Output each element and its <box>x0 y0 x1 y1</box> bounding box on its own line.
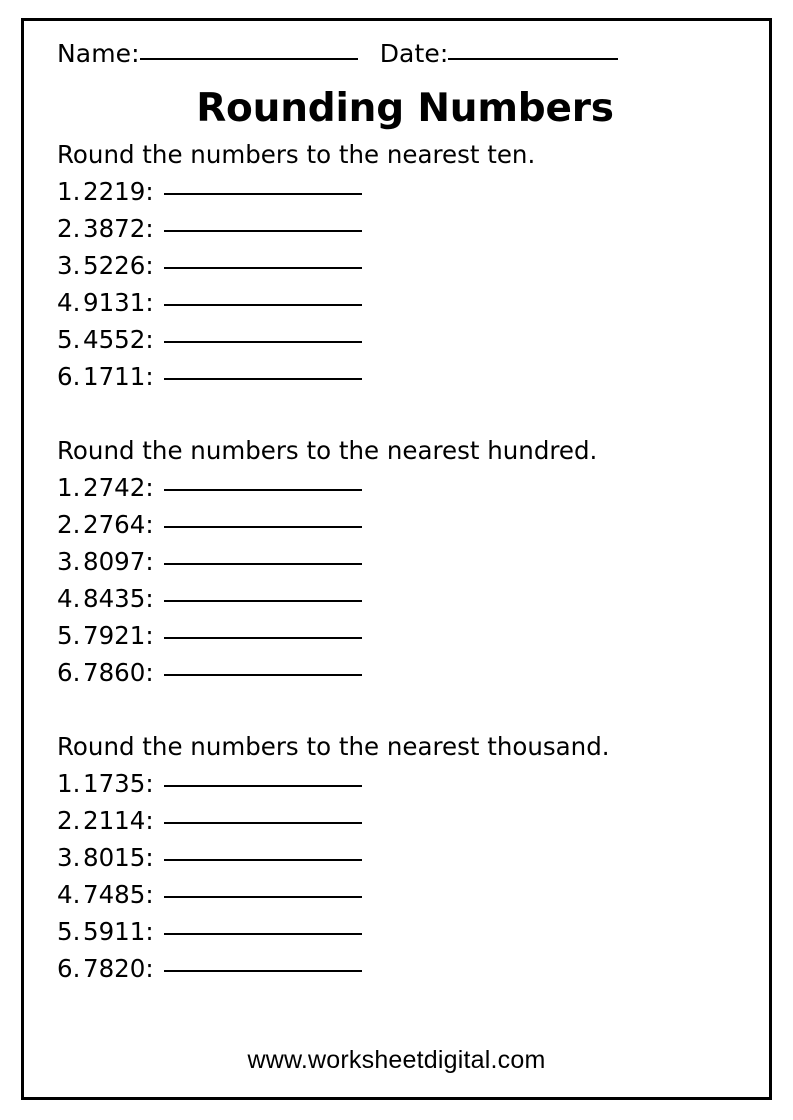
problem-row <box>57 284 753 321</box>
problem-number: 5911: <box>83 916 154 946</box>
problem-index: 6. <box>57 657 81 687</box>
section-instruction: Round the numbers to the nearest thousand. <box>57 731 610 761</box>
problem-number: 8015: <box>83 842 154 872</box>
name-blank-line[interactable] <box>140 58 358 60</box>
problem-number: 5226: <box>83 250 154 280</box>
problem-index: 3. <box>57 842 81 872</box>
problem-list <box>57 469 753 691</box>
problem-number: 8097: <box>83 546 154 576</box>
problem-row <box>57 876 753 913</box>
worksheet-content <box>57 41 753 1087</box>
answer-blank-line[interactable] <box>164 896 362 898</box>
problem-index: 3. <box>57 250 81 280</box>
problem-index: 1. <box>57 768 81 798</box>
problem-index: 6. <box>57 953 81 983</box>
problem-index: 6. <box>57 361 81 391</box>
answer-blank-line[interactable] <box>164 785 362 787</box>
problem-row <box>57 802 753 839</box>
problem-index: 2. <box>57 805 81 835</box>
footer-website: www.worksheetdigital.com <box>247 1046 546 1074</box>
problem-index: 2. <box>57 213 81 243</box>
problem-index: 5. <box>57 916 81 946</box>
problem-number: 4552: <box>83 324 154 354</box>
problem-row <box>57 950 753 987</box>
date-field[interactable] <box>380 41 619 66</box>
name-field[interactable] <box>57 41 358 66</box>
problem-row <box>57 247 753 284</box>
answer-blank-line[interactable] <box>164 378 362 380</box>
problem-row <box>57 210 753 247</box>
problem-index: 2. <box>57 509 81 539</box>
answer-blank-line[interactable] <box>164 674 362 676</box>
answer-blank-line[interactable] <box>164 637 362 639</box>
problem-number: 2219: <box>83 176 154 206</box>
problem-index: 4. <box>57 879 81 909</box>
problem-index: 1. <box>57 176 81 206</box>
answer-blank-line[interactable] <box>164 267 362 269</box>
problem-row <box>57 617 753 654</box>
problem-number: 7860: <box>83 657 154 687</box>
section-nearest-thousand <box>57 728 753 987</box>
name-date-row <box>57 41 753 81</box>
answer-blank-line[interactable] <box>164 526 362 528</box>
problem-row <box>57 580 753 617</box>
date-blank-line[interactable] <box>448 58 618 60</box>
problem-number: 3872: <box>83 213 154 243</box>
problem-number: 7921: <box>83 620 154 650</box>
problem-row <box>57 654 753 691</box>
problem-row <box>57 321 753 358</box>
name-label: Name: <box>57 39 140 68</box>
answer-blank-line[interactable] <box>164 859 362 861</box>
problem-list <box>57 173 753 395</box>
answer-blank-line[interactable] <box>164 341 362 343</box>
date-label: Date: <box>379 39 449 68</box>
problem-index: 5. <box>57 620 81 650</box>
problem-row <box>57 506 753 543</box>
answer-blank-line[interactable] <box>164 489 362 491</box>
answer-blank-line[interactable] <box>164 600 362 602</box>
worksheet-border-frame <box>21 18 772 1100</box>
problem-list <box>57 765 753 987</box>
answer-blank-line[interactable] <box>164 933 362 935</box>
section-nearest-ten <box>57 136 753 395</box>
problem-number: 2114: <box>83 805 154 835</box>
problem-number: 2742: <box>83 472 154 502</box>
problem-number: 7485: <box>83 879 154 909</box>
answer-blank-line[interactable] <box>164 822 362 824</box>
answer-blank-line[interactable] <box>164 193 362 195</box>
problem-index: 4. <box>57 287 81 317</box>
problem-row <box>57 469 753 506</box>
problem-index: 4. <box>57 583 81 613</box>
section-nearest-hundred <box>57 432 753 691</box>
problem-index: 3. <box>57 546 81 576</box>
problem-number: 1735: <box>83 768 154 798</box>
problem-row <box>57 173 753 210</box>
problem-row <box>57 839 753 876</box>
answer-blank-line[interactable] <box>164 970 362 972</box>
section-instruction: Round the numbers to the nearest ten. <box>57 139 536 169</box>
problem-index: 1. <box>57 472 81 502</box>
section-instruction: Round the numbers to the nearest hundred. <box>57 435 598 465</box>
problem-row <box>57 913 753 950</box>
page-title: Rounding Numbers <box>196 86 614 131</box>
problem-index: 5. <box>57 324 81 354</box>
problem-row <box>57 765 753 802</box>
answer-blank-line[interactable] <box>164 304 362 306</box>
problem-row <box>57 543 753 580</box>
problem-row <box>57 358 753 395</box>
problem-number: 1711: <box>83 361 154 391</box>
answer-blank-line[interactable] <box>164 563 362 565</box>
answer-blank-line[interactable] <box>164 230 362 232</box>
problem-number: 8435: <box>83 583 154 613</box>
problem-number: 7820: <box>83 953 154 983</box>
problem-number: 2764: <box>83 509 154 539</box>
problem-number: 9131: <box>83 287 154 317</box>
